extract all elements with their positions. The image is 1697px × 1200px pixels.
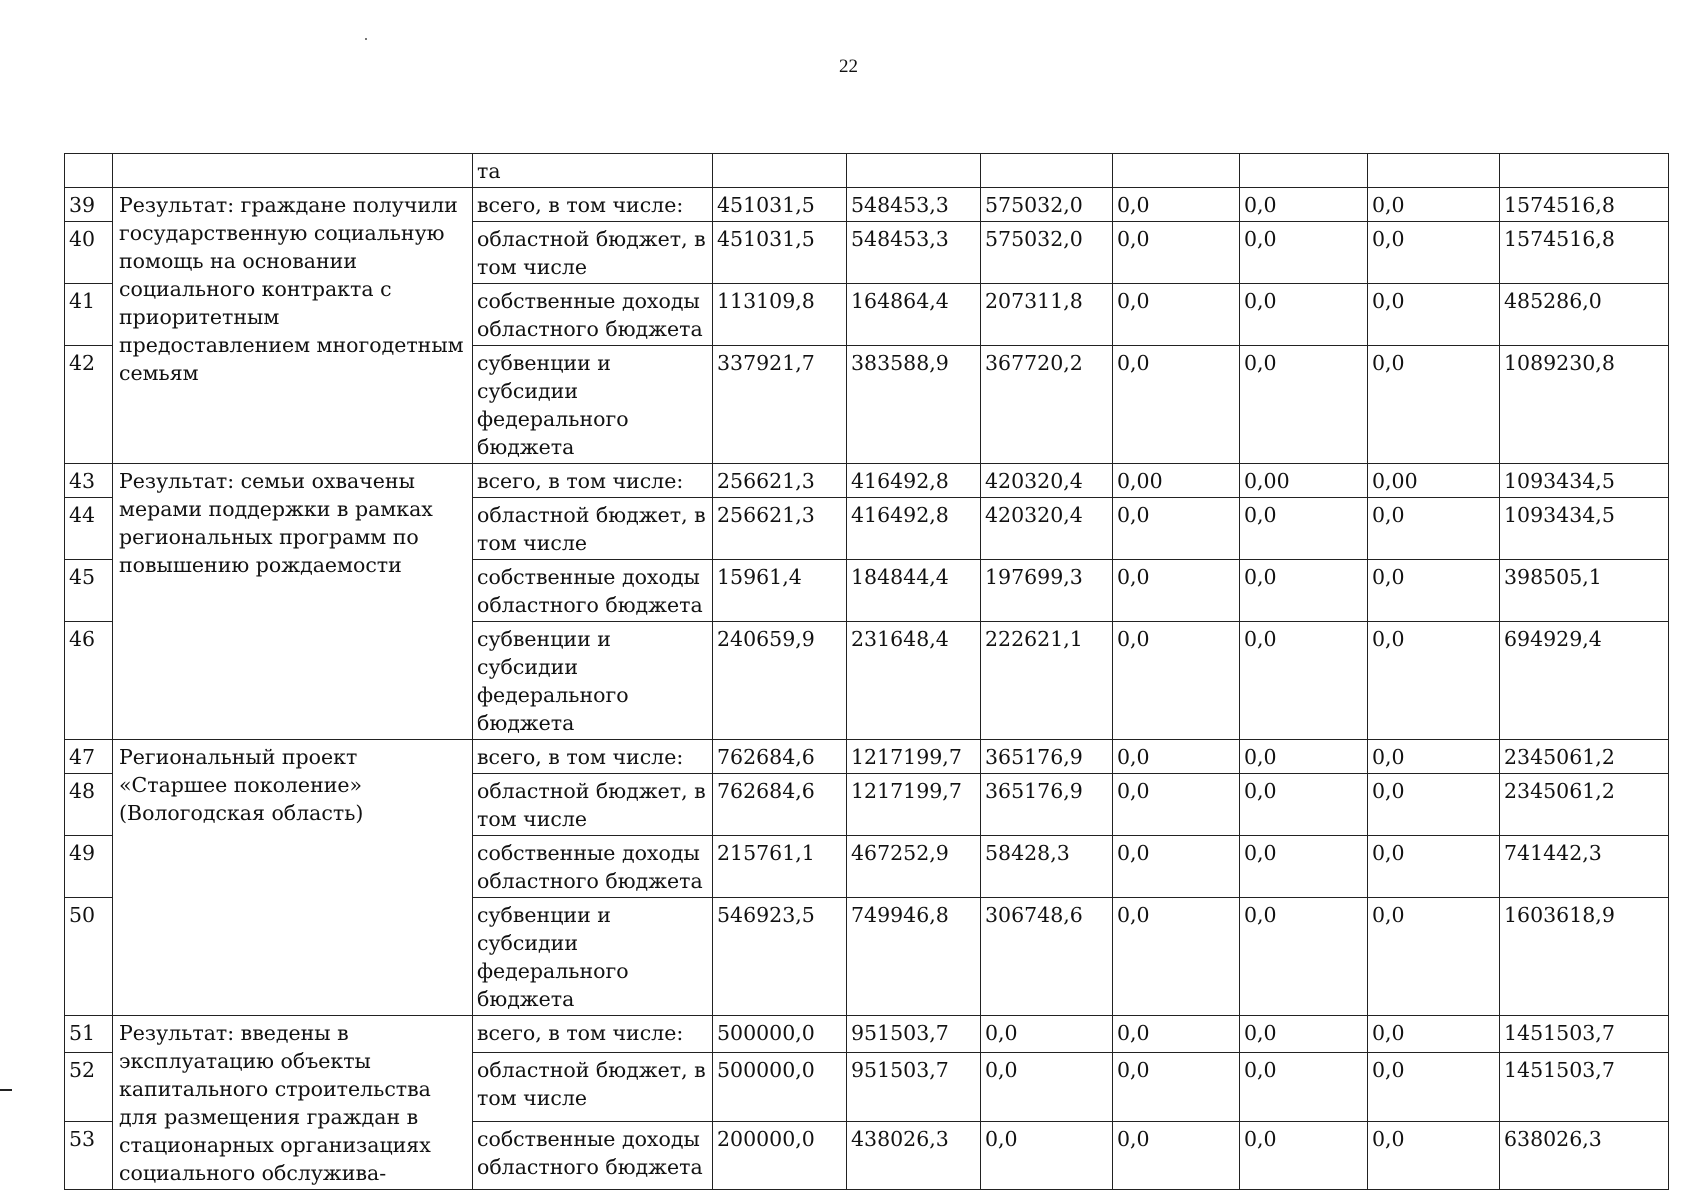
cell-value	[1368, 154, 1500, 188]
cell-source: всего, в том числе:	[473, 740, 713, 774]
cell-value: 1217199,7	[847, 774, 981, 836]
cell-value: 383588,9	[847, 346, 981, 464]
cell-description: Результат: введены в эксплуатацию объекты капитального строительства для размещения граждан в стационарных организациях социального обслужива-	[113, 1016, 473, 1190]
cell-value: 0,0	[1240, 346, 1368, 464]
table-row-continuation	[65, 154, 1669, 188]
cell-value: 58428,3	[981, 836, 1113, 898]
margin-mark	[0, 1089, 12, 1091]
cell-value: 0,0	[1368, 740, 1500, 774]
cell-value: 500000,0	[713, 1016, 847, 1053]
cell-num: 43	[65, 464, 113, 498]
cell-value: 0,0	[1113, 740, 1240, 774]
cell-value: 0,0	[1113, 498, 1240, 560]
cell-value: 548453,3	[847, 222, 981, 284]
cell-value: 0,0	[1240, 898, 1368, 1016]
cell-value: 451031,5	[713, 222, 847, 284]
cell-value: 200000,0	[713, 1121, 847, 1189]
cell-value: 0,0	[1240, 836, 1368, 898]
cell-source: областной бюджет, в том числе	[473, 498, 713, 560]
cell-num: 47	[65, 740, 113, 774]
cell-value: 500000,0	[713, 1053, 847, 1121]
cell-value: 0,0	[1240, 498, 1368, 560]
cell-value: 15961,4	[713, 560, 847, 622]
cell-source: областной бюджет, в том числе	[473, 1053, 713, 1121]
cell-num: 53	[65, 1121, 113, 1189]
cell-description: Результат: семьи охвачены мерами поддержки в рамках региональных программ по повышению рождаемости	[113, 464, 473, 740]
cell-num: 42	[65, 346, 113, 464]
cell-value: 0,0	[1113, 1016, 1240, 1053]
cell-value: 0,0	[1113, 188, 1240, 222]
cell-value: 0,0	[1368, 222, 1500, 284]
cell-value: 762684,6	[713, 740, 847, 774]
cell-value: 0,0	[1113, 836, 1240, 898]
cell-value: 0,0	[1368, 836, 1500, 898]
cell-value: 416492,8	[847, 464, 981, 498]
cell-value: 2345061,2	[1500, 740, 1669, 774]
cell-value: 0,0	[1368, 284, 1500, 346]
cell-value	[1500, 154, 1669, 188]
cell-source: субвенции и субсидии федерального бюджета	[473, 898, 713, 1016]
table-row	[65, 188, 1669, 222]
cell-value: 2345061,2	[1500, 774, 1669, 836]
cell-value: 420320,4	[981, 464, 1113, 498]
cell-value	[1240, 154, 1368, 188]
cell-value: 0,0	[981, 1053, 1113, 1121]
cell-value: 1089230,8	[1500, 346, 1669, 464]
cell-value: 256621,3	[713, 464, 847, 498]
cell-value: 420320,4	[981, 498, 1113, 560]
cell-value: 0,0	[1368, 1121, 1500, 1189]
cell-source: областной бюджет, в том числе	[473, 774, 713, 836]
cell-value: 951503,7	[847, 1016, 981, 1053]
cell-value: 0,00	[1368, 464, 1500, 498]
cell-value: 0,0	[1113, 622, 1240, 740]
cell-value: 306748,6	[981, 898, 1113, 1016]
cell-value: 0,0	[1240, 1053, 1368, 1121]
cell-value: 0,0	[1113, 346, 1240, 464]
cell-source: областной бюджет, в том числе	[473, 222, 713, 284]
cell-num: 39	[65, 188, 113, 222]
cell-value: 0,0	[1368, 898, 1500, 1016]
cell-num	[65, 154, 113, 188]
cell-value: 416492,8	[847, 498, 981, 560]
cell-source: собственные доходы областного бюджета	[473, 560, 713, 622]
cell-value: 0,0	[1113, 1053, 1240, 1121]
cell-value: 762684,6	[713, 774, 847, 836]
cell-value: 222621,1	[981, 622, 1113, 740]
cell-value: 0,0	[1368, 346, 1500, 464]
cell-value: 485286,0	[1500, 284, 1669, 346]
table-row	[65, 464, 1669, 498]
cell-num: 44	[65, 498, 113, 560]
cell-num: 49	[65, 836, 113, 898]
cell-value: 0,0	[1240, 774, 1368, 836]
cell-source: всего, в том числе:	[473, 188, 713, 222]
cell-value: 0,0	[1113, 222, 1240, 284]
scan-artifact	[365, 38, 367, 40]
cell-value: 0,0	[1240, 560, 1368, 622]
cell-value: 256621,3	[713, 498, 847, 560]
cell-value: 1093434,5	[1500, 498, 1669, 560]
cell-value: 741442,3	[1500, 836, 1669, 898]
cell-value: 0,0	[1113, 1121, 1240, 1189]
cell-value: 0,0	[1368, 774, 1500, 836]
cell-value: 0,0	[981, 1016, 1113, 1053]
cell-value: 240659,9	[713, 622, 847, 740]
cell-value: 438026,3	[847, 1121, 981, 1189]
cell-value: 1451503,7	[1500, 1053, 1669, 1121]
cell-value: 113109,8	[713, 284, 847, 346]
cell-value: 1574516,8	[1500, 188, 1669, 222]
cell-description: Региональный проект «Старшее поколение» (Вологодская область)	[113, 740, 473, 1016]
cell-value: 0,0	[981, 1121, 1113, 1189]
table-row	[65, 1016, 1669, 1053]
cell-value: 0,0	[1368, 1053, 1500, 1121]
cell-value: 951503,7	[847, 1053, 981, 1121]
cell-value: 1093434,5	[1500, 464, 1669, 498]
budget-table	[64, 153, 1669, 1190]
cell-value: 0,0	[1240, 222, 1368, 284]
cell-value: 197699,3	[981, 560, 1113, 622]
cell-num: 52	[65, 1053, 113, 1121]
cell-value: 0,0	[1240, 1016, 1368, 1053]
cell-value: 337921,7	[713, 346, 847, 464]
cell-value: 0,0	[1368, 1016, 1500, 1053]
cell-value: 0,0	[1240, 622, 1368, 740]
cell-num: 40	[65, 222, 113, 284]
cell-value: 1451503,7	[1500, 1016, 1669, 1053]
cell-value: 365176,9	[981, 740, 1113, 774]
cell-value: 367720,2	[981, 346, 1113, 464]
cell-source: собственные доходы областного бюджета	[473, 836, 713, 898]
cell-value: 451031,5	[713, 188, 847, 222]
cell-value: 467252,9	[847, 836, 981, 898]
page-number: 22	[839, 56, 858, 77]
cell-value: 215761,1	[713, 836, 847, 898]
cell-value	[713, 154, 847, 188]
cell-num: 50	[65, 898, 113, 1016]
cell-description	[113, 154, 473, 188]
cell-value: 575032,0	[981, 188, 1113, 222]
cell-value: 0,00	[1240, 464, 1368, 498]
cell-value: 0,0	[1368, 622, 1500, 740]
cell-value: 207311,8	[981, 284, 1113, 346]
cell-value: 231648,4	[847, 622, 981, 740]
cell-source: собственные доходы областного бюджета	[473, 284, 713, 346]
cell-value: 1217199,7	[847, 740, 981, 774]
cell-num: 45	[65, 560, 113, 622]
cell-source: субвенции и субсидии федерального бюджета	[473, 622, 713, 740]
cell-value: 398505,1	[1500, 560, 1669, 622]
cell-value: 0,0	[1368, 188, 1500, 222]
cell-source: всего, в том числе:	[473, 464, 713, 498]
cell-value: 0,0	[1240, 1121, 1368, 1189]
cell-source: субвенции и субсидии федерального бюджета	[473, 346, 713, 464]
cell-value: 0,0	[1240, 284, 1368, 346]
cell-value: 1574516,8	[1500, 222, 1669, 284]
cell-source: собственные доходы областного бюджета	[473, 1121, 713, 1189]
cell-value	[981, 154, 1113, 188]
cell-value: 0,0	[1368, 498, 1500, 560]
cell-source: та	[473, 154, 713, 188]
cell-num: 46	[65, 622, 113, 740]
cell-value: 184844,4	[847, 560, 981, 622]
cell-value: 0,0	[1113, 898, 1240, 1016]
cell-num: 51	[65, 1016, 113, 1053]
cell-value: 0,0	[1113, 560, 1240, 622]
cell-value: 164864,4	[847, 284, 981, 346]
cell-value	[1113, 154, 1240, 188]
cell-value	[847, 154, 981, 188]
cell-value: 1603618,9	[1500, 898, 1669, 1016]
cell-value: 0,0	[1240, 188, 1368, 222]
cell-value: 638026,3	[1500, 1121, 1669, 1189]
cell-value: 0,00	[1113, 464, 1240, 498]
cell-value: 749946,8	[847, 898, 981, 1016]
cell-value: 0,0	[1113, 774, 1240, 836]
cell-description: Результат: граждане получили государственную социальную помощь на основании социального контракта с приоритетным предоставлением многодетным семьям	[113, 188, 473, 464]
cell-value: 365176,9	[981, 774, 1113, 836]
table-row	[65, 740, 1669, 774]
cell-value: 546923,5	[713, 898, 847, 1016]
cell-value: 0,0	[1240, 740, 1368, 774]
cell-num: 48	[65, 774, 113, 836]
cell-source: всего, в том числе:	[473, 1016, 713, 1053]
cell-value: 548453,3	[847, 188, 981, 222]
cell-num: 41	[65, 284, 113, 346]
cell-value: 0,0	[1368, 560, 1500, 622]
cell-value: 694929,4	[1500, 622, 1669, 740]
cell-value: 575032,0	[981, 222, 1113, 284]
cell-value: 0,0	[1113, 284, 1240, 346]
